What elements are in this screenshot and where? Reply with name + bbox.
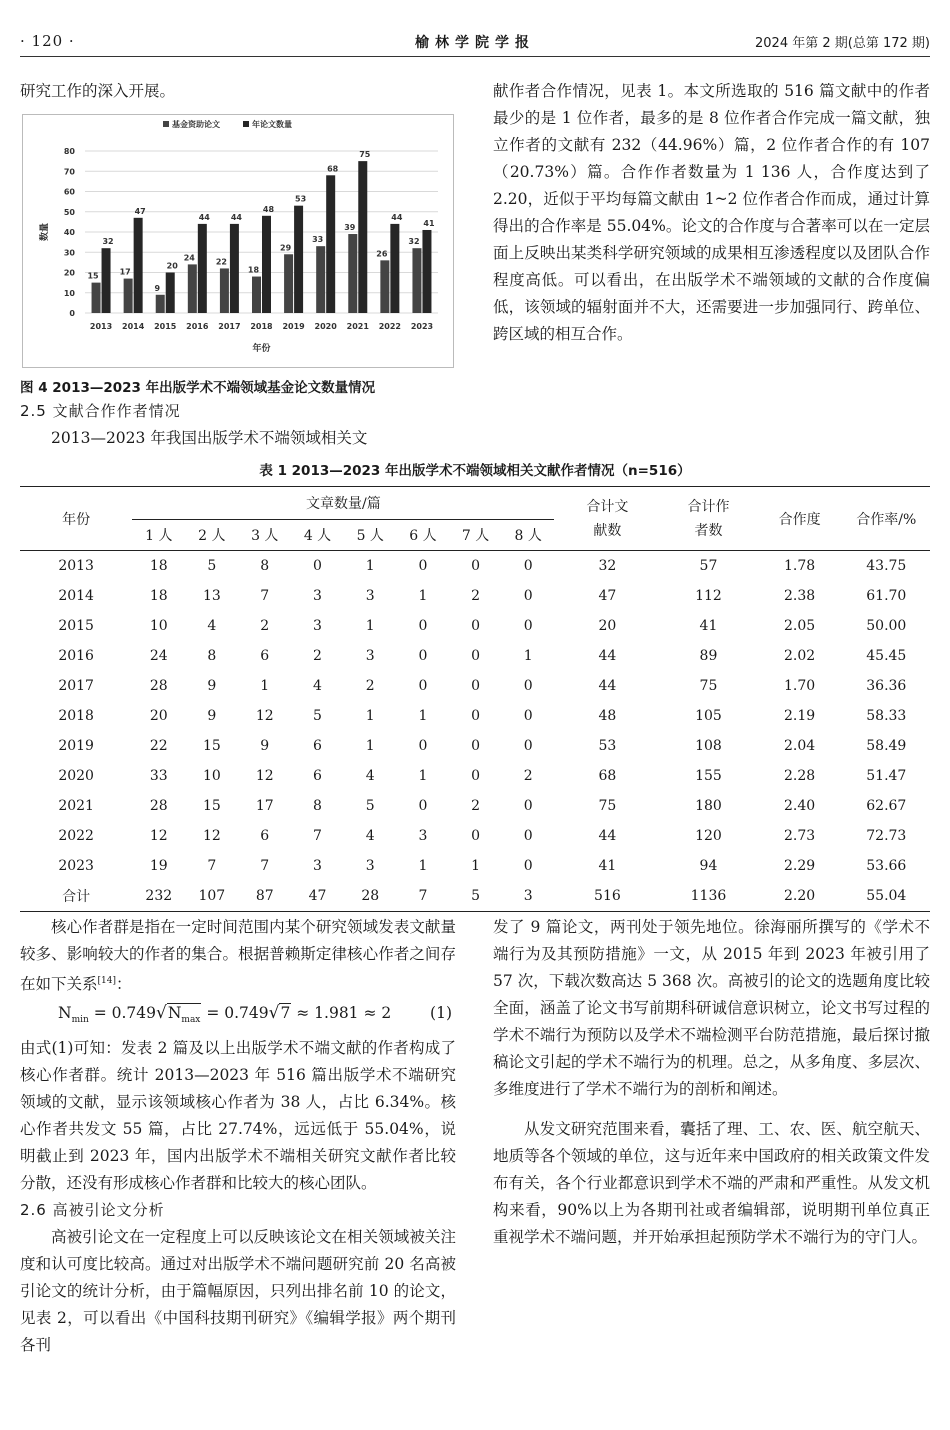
table-cell: 2.40: [783, 798, 816, 814]
table-cell: 2016: [58, 648, 94, 664]
bar-funded-2019: [284, 254, 293, 313]
table-header-1p: 1 人: [132, 520, 185, 551]
y-tick-label: 20: [63, 268, 75, 278]
bar-annual-2018: [262, 216, 271, 313]
table-cell: 112: [695, 588, 722, 604]
bar-annual-2023: [422, 230, 431, 313]
table-cell: 2: [313, 648, 322, 664]
table-cell: 107: [185, 881, 238, 912]
table-cell: 3: [365, 858, 375, 874]
data-label-annual-2014: 47: [134, 206, 146, 216]
table-cell: 1136: [660, 881, 756, 912]
table-cell: 0: [471, 678, 481, 694]
section-2-6-para-cont: 发了 9 篇论文，两刊处于领先地位。徐海丽所撰写的《学术不端行为及其预防措施》一文，从 2015 年到 2023 年被引用了 57 次，下载次数高达 5 368 次。高被引的论文的选题角度比较全面，涵盖了论文书写前期科研诚信意识树立，论文书写过程的学术不端行为预防以及学术不端检测平台防范措施，最后探讨撤稿论文引起的学术不端行为的机理。总之，从多角度、多层次、多维度进行了学术不端行为的剖析和阐述。: [493, 918, 930, 1098]
table-row: [20, 581, 930, 611]
table-cell: 0: [523, 558, 533, 574]
section-2-6-para-scope: 从发文研究范围来看，囊括了理、工、农、医、航空航天、地质等各个领域的单位，这与近年来中国政府的相关政策文件发布有关，各个行业都意识到学术不端的严肃和严重性。从发文机构来看，90%以上为各期刊社或者编辑部，说明期刊单位真正重视学术不端问题，并开始承担起预防学术不端行为的守门人。: [493, 1120, 930, 1246]
table-cell: 41: [598, 858, 617, 874]
equation-number: (1): [430, 1004, 452, 1023]
table-cell: 15: [202, 738, 221, 754]
bar-funded-2021: [348, 234, 357, 313]
table-cell: 1: [523, 648, 533, 664]
table-cell: 7: [397, 881, 450, 912]
table-cell: 19: [149, 858, 168, 874]
table-cell: 0: [471, 558, 481, 574]
table-header-4p: 4 人: [291, 520, 344, 551]
table-cell: 36.36: [866, 678, 907, 694]
table-cell: 2014: [58, 588, 94, 604]
bar-annual-2014: [134, 218, 143, 313]
bar-funded-2014: [124, 279, 133, 313]
table-cell: 44: [598, 678, 617, 694]
x-tick-label-2015: 2015: [154, 322, 177, 331]
data-label-annual-2015: 20: [166, 261, 178, 271]
table-cell: 20: [149, 708, 168, 724]
section-2-5-left: [20, 398, 456, 452]
table-cell: 2.02: [783, 648, 816, 664]
table-cell: 0: [471, 768, 481, 784]
table-header-5p: 5 人: [344, 520, 397, 551]
journal-title: 榆林学院学报: [415, 35, 535, 51]
table-cell: 18: [149, 558, 168, 574]
table-header-total-authors: [660, 487, 756, 551]
table-cell: 0: [523, 798, 533, 814]
table-cell: 47: [598, 588, 617, 604]
x-tick-label-2014: 2014: [122, 322, 145, 331]
table-header-total-papers-label: 合计文献数: [586, 498, 629, 539]
table-cell: 33: [149, 768, 168, 784]
lower-left-column: [20, 914, 456, 1359]
table-cell: 7: [260, 858, 270, 874]
table-header-7p: 7 人: [449, 520, 502, 551]
table-cell: 10: [149, 618, 168, 634]
table-cell: 3: [365, 588, 375, 604]
table-cell: 7: [313, 828, 322, 844]
citation-ref-14: [14]: [97, 976, 116, 986]
data-label-funded-2018: 18: [247, 265, 260, 275]
y-tick-label: 80: [63, 147, 75, 156]
data-label-funded-2016: 24: [183, 253, 195, 263]
x-tick-label-2018: 2018: [250, 322, 273, 331]
table-cell: 2.73: [783, 828, 816, 844]
table-cell: 9: [260, 738, 270, 754]
bar-annual-2019: [294, 206, 303, 313]
table-cell: 2021: [58, 798, 94, 814]
bar-funded-2013: [92, 283, 101, 313]
table-cell: 0: [418, 558, 428, 574]
table-row: [20, 671, 930, 701]
x-axis-label: 年份: [252, 344, 271, 354]
table-cell: 50.00: [866, 618, 907, 634]
table-cell: 15: [202, 798, 221, 814]
bar-annual-2017: [230, 224, 239, 313]
table-cell: 12: [149, 828, 168, 844]
data-label-funded-2019: 29: [280, 243, 292, 253]
y-axis-label: 数量: [40, 222, 50, 242]
table-header-year: 年份: [20, 487, 132, 551]
data-label-annual-2013: 32: [102, 237, 114, 247]
formula-tail: ≈ 1.981 ≈ 2: [291, 1004, 392, 1023]
table-cell: 89: [699, 648, 718, 664]
table-cell: 41: [699, 618, 718, 634]
bar-annual-2021: [358, 161, 367, 313]
table-cell: 6: [260, 648, 270, 664]
table-cell: 7: [207, 858, 217, 874]
formula-n: N: [58, 1004, 72, 1023]
legend-swatch-funded: [163, 121, 169, 127]
section-2-5-para-cont: 献作者合作情况，见表 1。本文所选取的 516 篇文献中的作者最少的是 1 位作者，最多的是 8 位作者合作完成一篇文献，独立作者的文献有 232（44.96%）篇，2 位作者合作的有 107（20.73%）篇。合作作者数量为 1 136 人，合作度达到了 2.20，近似于平均每篇文献由 1~2 位作者合作而成，通过计算得出的合作率是 55.04%。论文的合作度与合著率可以在一定层面上反映出某类科学研究领域的成果相互渗透程度以及团队合作程度高低。可以看出，在出版学术不端领域的文献的合作度偏低，该领域的辐射面并不大，还需要进一步加强同行、跨单位、跨区域的相互合作。: [493, 82, 930, 343]
table-cell: 28: [149, 678, 168, 694]
table-cell: 1: [260, 678, 270, 694]
table-cell: 10: [202, 768, 221, 784]
bar-funded-2015: [156, 295, 165, 313]
table-cell: 108: [695, 738, 722, 754]
section-2-6-heading: 2.6 高被引论文分析: [20, 1201, 165, 1220]
table-cell: 43.75: [866, 558, 907, 574]
lower-right-column: [493, 914, 930, 1251]
table-cell: 9: [207, 678, 217, 694]
y-tick-label: 60: [63, 187, 75, 197]
table-cell: 0: [418, 798, 428, 814]
data-label-funded-2014: 17: [119, 267, 131, 277]
table-cell: 2.19: [783, 708, 816, 724]
formula-rhs: = 0.749: [201, 1004, 269, 1023]
data-label-funded-2021: 39: [344, 223, 356, 233]
bar-funded-2016: [188, 264, 197, 313]
data-label-funded-2022: 26: [376, 249, 388, 259]
table-header-coop-rate: 合作率/%: [843, 487, 930, 551]
y-tick-label: 70: [63, 167, 75, 177]
table-cell: 2: [471, 588, 481, 604]
table-cell: 75: [598, 798, 617, 814]
bar-annual-2013: [102, 248, 111, 313]
table-cell: 2017: [58, 678, 94, 694]
table-cell: 9: [207, 708, 217, 724]
formula-mid: = 0.749: [88, 1004, 156, 1023]
table-cell: 22: [149, 738, 168, 754]
data-label-annual-2019: 53: [295, 194, 307, 204]
bar-annual-2020: [326, 175, 335, 313]
table-cell: 0: [471, 738, 481, 754]
table-cell: 13: [202, 588, 221, 604]
table-header-total-authors-label: 合计作者数: [687, 498, 730, 539]
bar-annual-2016: [198, 224, 207, 313]
table-cell: 12: [202, 828, 221, 844]
formula-n-sub: min: [71, 1015, 89, 1026]
table-cell: 53.66: [866, 858, 907, 874]
x-tick-label-2021: 2021: [346, 322, 369, 331]
table-cell: 1: [365, 558, 375, 574]
table-cell: 2.04: [783, 738, 816, 754]
table-cell: 0: [418, 678, 428, 694]
table-header-coop-degree: 合作度: [757, 487, 843, 551]
table-cell: 48: [598, 708, 617, 724]
table-cell: 0: [523, 828, 533, 844]
bar-annual-2022: [390, 224, 399, 313]
table-cell: 8: [207, 648, 217, 664]
core-authors-para-1: [20, 914, 456, 998]
table-cell: 5: [365, 798, 375, 814]
data-label-annual-2018: 48: [262, 204, 275, 214]
core-authors-text-a: 核心作者群是指在一定时间范围内某个研究领域发表文献量较多、影响较大的作者的集合。根据普赖斯定律核心作者之间存在如下关系: [20, 918, 456, 994]
table-cell: 2.29: [783, 858, 816, 874]
formula-sqrt-n: N: [167, 1004, 182, 1023]
table-cell: 6: [313, 738, 322, 754]
table-cell: 8: [313, 798, 322, 814]
table-cell: 180: [695, 798, 722, 814]
table-cell: 4: [365, 828, 375, 844]
table-header-total-papers: [554, 487, 660, 551]
legend-label-annual: 年论文数量: [252, 120, 292, 129]
table-cell: 3: [313, 588, 322, 604]
table-cell: 3: [313, 618, 322, 634]
table-cell: 0: [418, 738, 428, 754]
table-cell: 2022: [58, 828, 94, 844]
table-cell: 47: [291, 881, 344, 912]
section-2-5-heading: 2.5 文献合作作者情况: [20, 402, 181, 420]
table-cell: 1: [365, 738, 375, 754]
table-cell: 2.28: [783, 768, 816, 784]
table-row: [20, 851, 930, 881]
table-cell: 1: [418, 588, 428, 604]
x-tick-label-2022: 2022: [378, 322, 401, 331]
table-cell: 1: [365, 708, 375, 724]
core-authors-para-2: 由式(1)可知：发表 2 篇及以上出版学术不端文献的作者构成了核心作者群。统计 2013—2023 年 516 篇出版学术不端研究领域的文献，显示该领域核心作者为 38 人，占比 6.34%。核心作者共发文 55 篇，占比 27.74%，远远低于 55.04%，说明截止到 2023 年，国内出版学术不端相关研究文献作者比较分散，还没有形成核心作者群和比较大的核心团队。: [20, 1039, 456, 1193]
table-cell: 28: [149, 798, 168, 814]
price-law-formula: $N_{min} = 0.749√N_{max} = 0.749√7 \approx 1.981 \approx 2$ (1): [20, 998, 456, 1035]
table-cell: 5: [313, 708, 322, 724]
table-cell: 7: [260, 588, 270, 604]
x-tick-label-2013: 2013: [89, 322, 113, 331]
table-cell: 4: [207, 618, 217, 634]
table-cell: 1: [418, 858, 428, 874]
y-tick-label: 50: [63, 207, 75, 217]
table-cell: 155: [695, 768, 722, 784]
table-cell: 0: [523, 678, 533, 694]
table-cell: 72.73: [866, 828, 907, 844]
table-row: [20, 551, 930, 582]
bar-funded-2018: [252, 277, 261, 313]
data-label-annual-2022: 44: [391, 212, 403, 222]
table-cell: 0: [523, 738, 533, 754]
table-cell: 8: [260, 558, 270, 574]
table-cell: 0: [523, 588, 533, 604]
intro-paragraph-tail: 研究工作的深入开展。: [20, 82, 176, 100]
table-cell: 1: [418, 708, 428, 724]
table-cell: 57: [699, 558, 718, 574]
figure-4-chart: [23, 115, 453, 367]
table-cell: 5: [207, 558, 217, 574]
table-cell: 4: [313, 678, 322, 694]
x-tick-label-2023: 2023: [410, 322, 434, 331]
x-tick-label-2017: 2017: [218, 322, 241, 331]
x-tick-label-2019: 2019: [282, 322, 305, 331]
table-cell: 2019: [58, 738, 94, 754]
table-cell: 2018: [58, 708, 94, 724]
table-cell: 18: [149, 588, 168, 604]
legend-swatch-annual: [243, 121, 249, 127]
table-header-8p: 8 人: [502, 520, 555, 551]
table-cell: 32: [598, 558, 617, 574]
issue-info: 2024 年第 2 期(总第 172 期): [755, 36, 930, 51]
table-cell: 2015: [58, 618, 94, 634]
bar-funded-2017: [220, 268, 229, 313]
table-row: [20, 611, 930, 641]
table-cell: 75: [699, 678, 718, 694]
table-header-6p: 6 人: [397, 520, 450, 551]
y-tick-label: 0: [69, 309, 75, 318]
data-label-annual-2021: 75: [359, 150, 371, 160]
table-cell: 2.38: [783, 588, 816, 604]
x-tick-label-2016: 2016: [186, 322, 209, 331]
header-rule: [20, 56, 930, 57]
table-cell: 0: [523, 618, 533, 634]
bar-funded-2023: [412, 248, 421, 313]
table-cell: 1.70: [783, 678, 816, 694]
table-cell: 55.04: [843, 881, 930, 912]
data-label-funded-2023: 32: [408, 237, 420, 247]
table-header-2p: 2 人: [185, 520, 238, 551]
table-cell: 0: [313, 558, 322, 574]
table-total-row: [20, 881, 930, 912]
data-label-annual-2023: 41: [423, 218, 435, 228]
table-cell: 2023: [58, 858, 94, 874]
table-cell: 62.67: [866, 798, 907, 814]
table-cell: 1.78: [783, 558, 816, 574]
table-row: [20, 701, 930, 731]
y-tick-label: 30: [63, 248, 75, 258]
table-header-3p: 3 人: [238, 520, 291, 551]
data-label-funded-2013: 15: [87, 271, 99, 281]
table-cell: 4: [365, 768, 375, 784]
x-tick-label-2020: 2020: [314, 322, 337, 331]
table-cell: 1: [365, 618, 375, 634]
table-cell: 0: [523, 858, 533, 874]
data-label-funded-2020: 33: [312, 235, 324, 245]
legend-label-funded: 基金资助论文: [172, 120, 220, 129]
table-row: [20, 731, 930, 761]
table-row: [20, 791, 930, 821]
data-label-funded-2015: 9: [154, 283, 161, 293]
table-cell: 516: [554, 881, 660, 912]
table-cell: 45.45: [866, 648, 907, 664]
formula-sqrt-7: 7: [280, 1004, 291, 1023]
table-cell: 2: [260, 618, 270, 634]
table-cell: 0: [471, 618, 481, 634]
table-cell: 3: [365, 648, 375, 664]
table-cell: 2.05: [783, 618, 816, 634]
bar-funded-2020: [316, 246, 325, 313]
table-cell: 2013: [58, 558, 94, 574]
table-cell: 1: [418, 768, 428, 784]
table-cell: 68: [598, 768, 617, 784]
table-cell: 20: [598, 618, 617, 634]
table-cell: 2: [365, 678, 375, 694]
table-cell: 44: [598, 828, 617, 844]
table-cell: 3: [418, 828, 428, 844]
table-cell: 3: [502, 881, 555, 912]
table-cell: 58.49: [866, 738, 907, 754]
bar-annual-2015: [166, 273, 175, 314]
table-cell: 87: [238, 881, 291, 912]
page-number: · 120 ·: [20, 32, 75, 50]
data-label-funded-2017: 22: [215, 257, 227, 267]
table-cell: 44: [598, 648, 617, 664]
data-label-annual-2020: 68: [327, 164, 339, 174]
table-cell: 6: [260, 828, 270, 844]
core-authors-text-b: ：: [116, 975, 132, 994]
table-1-caption: 表 1 2013—2023 年出版学术不端领域相关文献作者情况（n=516）: [259, 463, 691, 479]
table-cell: 12: [255, 768, 274, 784]
y-tick-label: 40: [63, 228, 75, 237]
table-cell: 94: [699, 858, 718, 874]
section-2-5-para-start: 2013—2023 年我国出版学术不端领域相关文: [51, 429, 368, 447]
table-cell: 0: [418, 618, 428, 634]
table-cell: 2020: [58, 768, 94, 784]
table-cell: 120: [695, 828, 722, 844]
table-cell: 3: [313, 858, 322, 874]
figure-4-frame: [22, 114, 454, 368]
data-label-annual-2016: 44: [198, 212, 210, 222]
data-label-annual-2017: 44: [230, 212, 242, 222]
table-cell: 17: [255, 798, 274, 814]
table-cell: 0: [523, 708, 533, 724]
table-cell: 2: [471, 798, 481, 814]
table-1: [20, 486, 930, 912]
table-cell: 105: [695, 708, 722, 724]
table-header-article-count: 文章数量/篇: [132, 487, 554, 520]
table-cell: 24: [149, 648, 168, 664]
table-cell: 51.47: [866, 768, 907, 784]
table-cell: 58.33: [866, 708, 907, 724]
table-cell: 0: [471, 828, 481, 844]
table-cell: 6: [313, 768, 322, 784]
formula-sqrt-sub: max: [181, 1015, 201, 1026]
figure-4-caption: 图 4 2013—2023 年出版学术不端领域基金论文数量情况: [20, 380, 376, 396]
section-2-6-para: 高被引论文在一定程度上可以反映该论文在相关领域被关注度和认可度比较高。通过对出版学术不端问题研究前 20 名高被引论文的统计分析，由于篇幅原因，只列出排名前 10 的论文，见表 2，可以看出《中国科技期刊研究》《编辑学报》两个期刊各刊: [20, 1228, 456, 1355]
table-cell: 0: [471, 648, 481, 664]
table-row: [20, 641, 930, 671]
table-cell: 1: [471, 858, 481, 874]
table-cell: 0: [418, 648, 428, 664]
table-cell: 0: [471, 708, 481, 724]
table-cell: 28: [344, 881, 397, 912]
table-cell: 53: [598, 738, 617, 754]
y-tick-label: 10: [63, 288, 75, 298]
table-cell: 232: [132, 881, 185, 912]
table-cell: 61.70: [866, 588, 907, 604]
table-cell: 2.20: [757, 881, 843, 912]
bar-funded-2022: [380, 260, 389, 313]
table-row: [20, 761, 930, 791]
table-row: [20, 821, 930, 851]
table-cell: 合计: [20, 881, 132, 912]
table-cell: 2: [523, 768, 533, 784]
table-cell: 5: [449, 881, 502, 912]
table-cell: 12: [255, 708, 274, 724]
